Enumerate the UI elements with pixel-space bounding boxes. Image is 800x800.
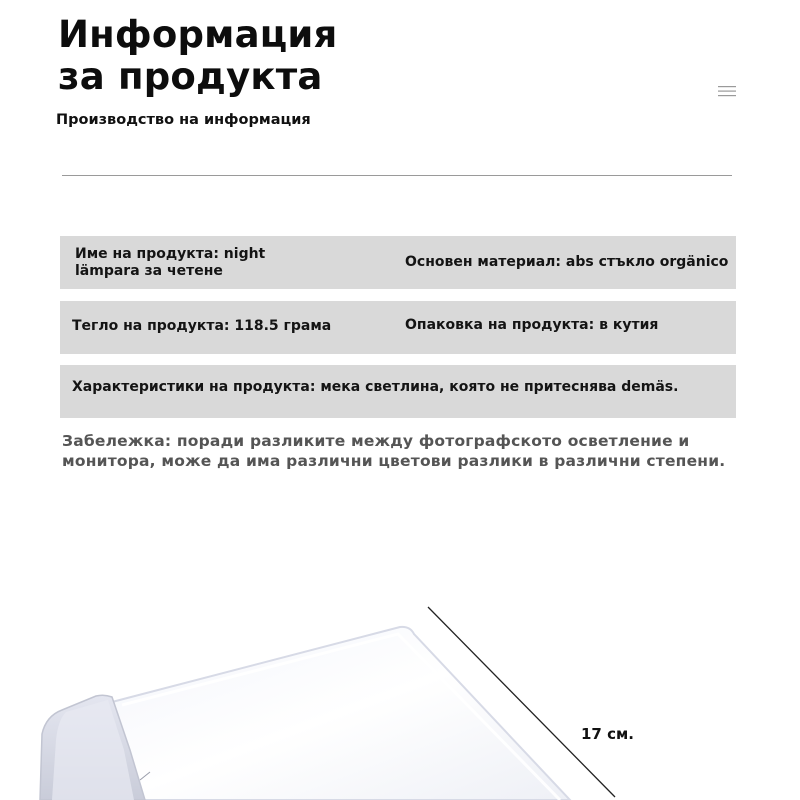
spec-material: Основен материал: abs стъкло orgänico <box>405 254 729 270</box>
spec-features: Характеристики на продукта: мека светлина, която не притеснява demäs. <box>72 379 679 395</box>
spec-row <box>60 301 736 354</box>
disclaimer-note: Забележка: поради разликите между фотографското осветление и монитора, може да има различни цветови разлики в различни степени. <box>62 432 726 470</box>
menu-icon[interactable] <box>718 83 736 97</box>
spec-row <box>60 236 736 289</box>
page-title <box>58 14 337 98</box>
spec-packaging: Опаковка на продукта: в кутия <box>405 317 659 333</box>
dimension-label: 17 см. <box>571 722 644 746</box>
page-title-line1: Информация <box>58 13 338 56</box>
page-title-line2: за продукта <box>58 55 323 98</box>
spec-product-name: Име на продукта: night lämpara за четене <box>75 246 266 279</box>
spec-weight: Тегло на продукта: 118.5 грама <box>72 318 332 334</box>
reading-lamp-panel <box>112 627 570 800</box>
section-divider <box>62 175 732 176</box>
page-subtitle: Производство на информация <box>56 112 311 128</box>
product-image <box>0 590 800 800</box>
spec-row <box>60 365 736 418</box>
